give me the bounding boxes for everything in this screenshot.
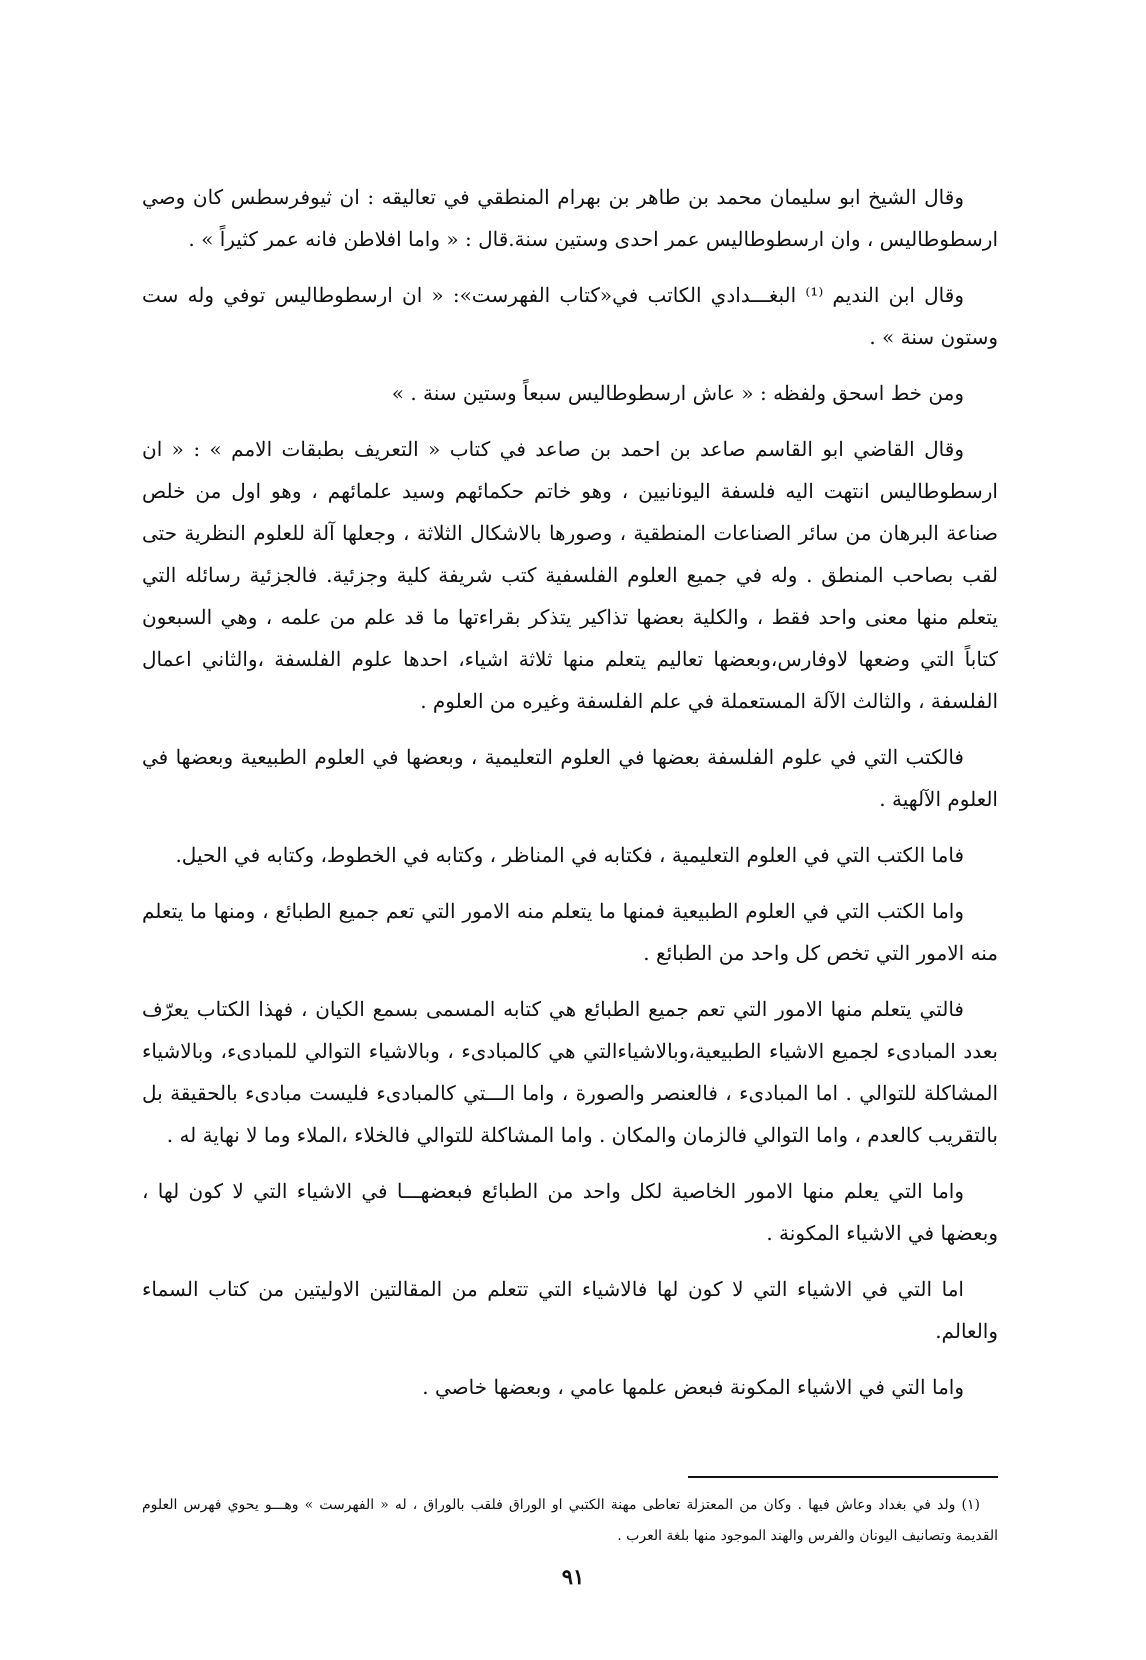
paragraph-8: فالتي يتعلم منها الامور التي تعم جميع الطبائع هي كتابه المسمى بسمع الكيان ، فهذا الكتاب يعرّف بعدد المبادىء لجميع الاشياء الطبيعية،وبالاشياءالتي هي كالمبادىء ، وبالاشياء التوالي للمبادىء، وبالاشياء المشاكلة للتوالي . اما المبادىء ، فالعنصر والصورة ، واما الـــتي كالمبادىء فليست مبادىء بالحقيقة بل بالتقريب كالعدم ، واما التوالي فالزمان والمكان . واما المشاكلة للتوالي فالخلاء ،الملاء وما لا نهاية له . <box>142 997 998 1147</box>
paragraph-5: فالكتب التي في علوم الفلسفة بعضها في العلوم التعليمية ، وبعضها في العلوم الطبيعية وبعضها في العلوم الآلهية . <box>142 745 998 811</box>
main-text-block <box>142 176 998 1422</box>
paragraph-1: وقال الشيخ ابو سليمان محمد بن طاهر بن بهرام المنطقي في تعاليقه : ان ثيوفرسطس كان وصي ارسطوطاليس ، وان ارسطوطاليس عمر احدى وستين سنة.قال : « واما افلاطن فانه عمر كثيراً » . <box>142 185 998 251</box>
paragraph-3: ومن خط اسحق ولفظه : « عاش ارسطوطاليس سبعاً وستين سنة . » <box>391 381 964 405</box>
paragraph-6: فاما الكتب التي في العلوم التعليمية ، فكتابه في المناظر ، وكتابه في الخطوط، وكتابه في الحيل. <box>175 843 964 867</box>
footnote-divider <box>688 1476 998 1478</box>
paragraph-4: وقال القاضي ابو القاسم صاعد بن احمد بن صاعد في كتاب « التعريف بطبقات الامم » : « ان ارسطوطاليس انتهت اليه فلسفة اليونانيين ، وهو خاتم حكمائهم وسيد علمائهم ، وهو اول من خلص صناعة البرهان من سائر الصناعات المنطقية ، وصورها بالاشكال الثلاثة ، وجعلها آلة للعلوم النظرية حتى لقب بصاحب المنطق . وله في جميع العلوم الفلسفية كتب شريفة كلية وجزئية. فالجزئية رسائله التي يتعلم منها معنى واحد فقط ، والكلية بعضها تذاكير يتذكر بقراءتها ما قد علم من علمه ، وهي السبعون كتاباً التي وضعها لاوفارس،وبعضها تعاليم يتعلم منها ثلاثة اشياء، احدها علوم الفلسفة ،والثاني اعمال الفلسفة ، والثالث الآلة المستعملة في علم الفلسفة وغيره من العلوم . <box>142 437 998 713</box>
paragraph-10: اما التي في الاشياء التي لا كون لها فالاشياء التي تتعلم من المقالتين الاوليتين من كتاب السماء والعالم. <box>142 1277 998 1343</box>
footnotes-block <box>142 1490 998 1552</box>
paragraph-2: وقال ابن النديم ⁽¹⁾ البغـــدادي الكاتب في«كتاب الفهرست»: « ان ارسطوطاليس توفي وله ست وستون سنة » . <box>142 283 998 349</box>
page-number: ٩١ <box>561 1564 585 1589</box>
paragraph-11: واما التي في الاشياء المكونة فبعض علمها عامي ، وبعضها خاصي . <box>422 1375 964 1399</box>
paragraph-9: واما التي يعلم منها الامور الخاصية لكل واحد من الطبائع فبعضهـــا في الاشياء التي لا كون لها ، وبعضها في الاشياء المكونة . <box>142 1179 998 1245</box>
paragraph-7: واما الكتب التي في العلوم الطبيعية فمنها ما يتعلم منه الامور التي تعم جميع الطبائع ، ومنها ما يتعلم منه الامور التي تخص كل واحد من الطبائع . <box>142 899 998 965</box>
footnote-1: (١) ولد في بغداد وعاش فيها . وكان من المعتزلة تعاطى مهنة الكتبي او الوراق فلقب بالوراق ، له « الفهرست » وهـــو يحوي فهرس العلوم القديمة وتصانيف اليونان والفرس والهند الموجود منها بلغة العرب . <box>142 1497 998 1544</box>
